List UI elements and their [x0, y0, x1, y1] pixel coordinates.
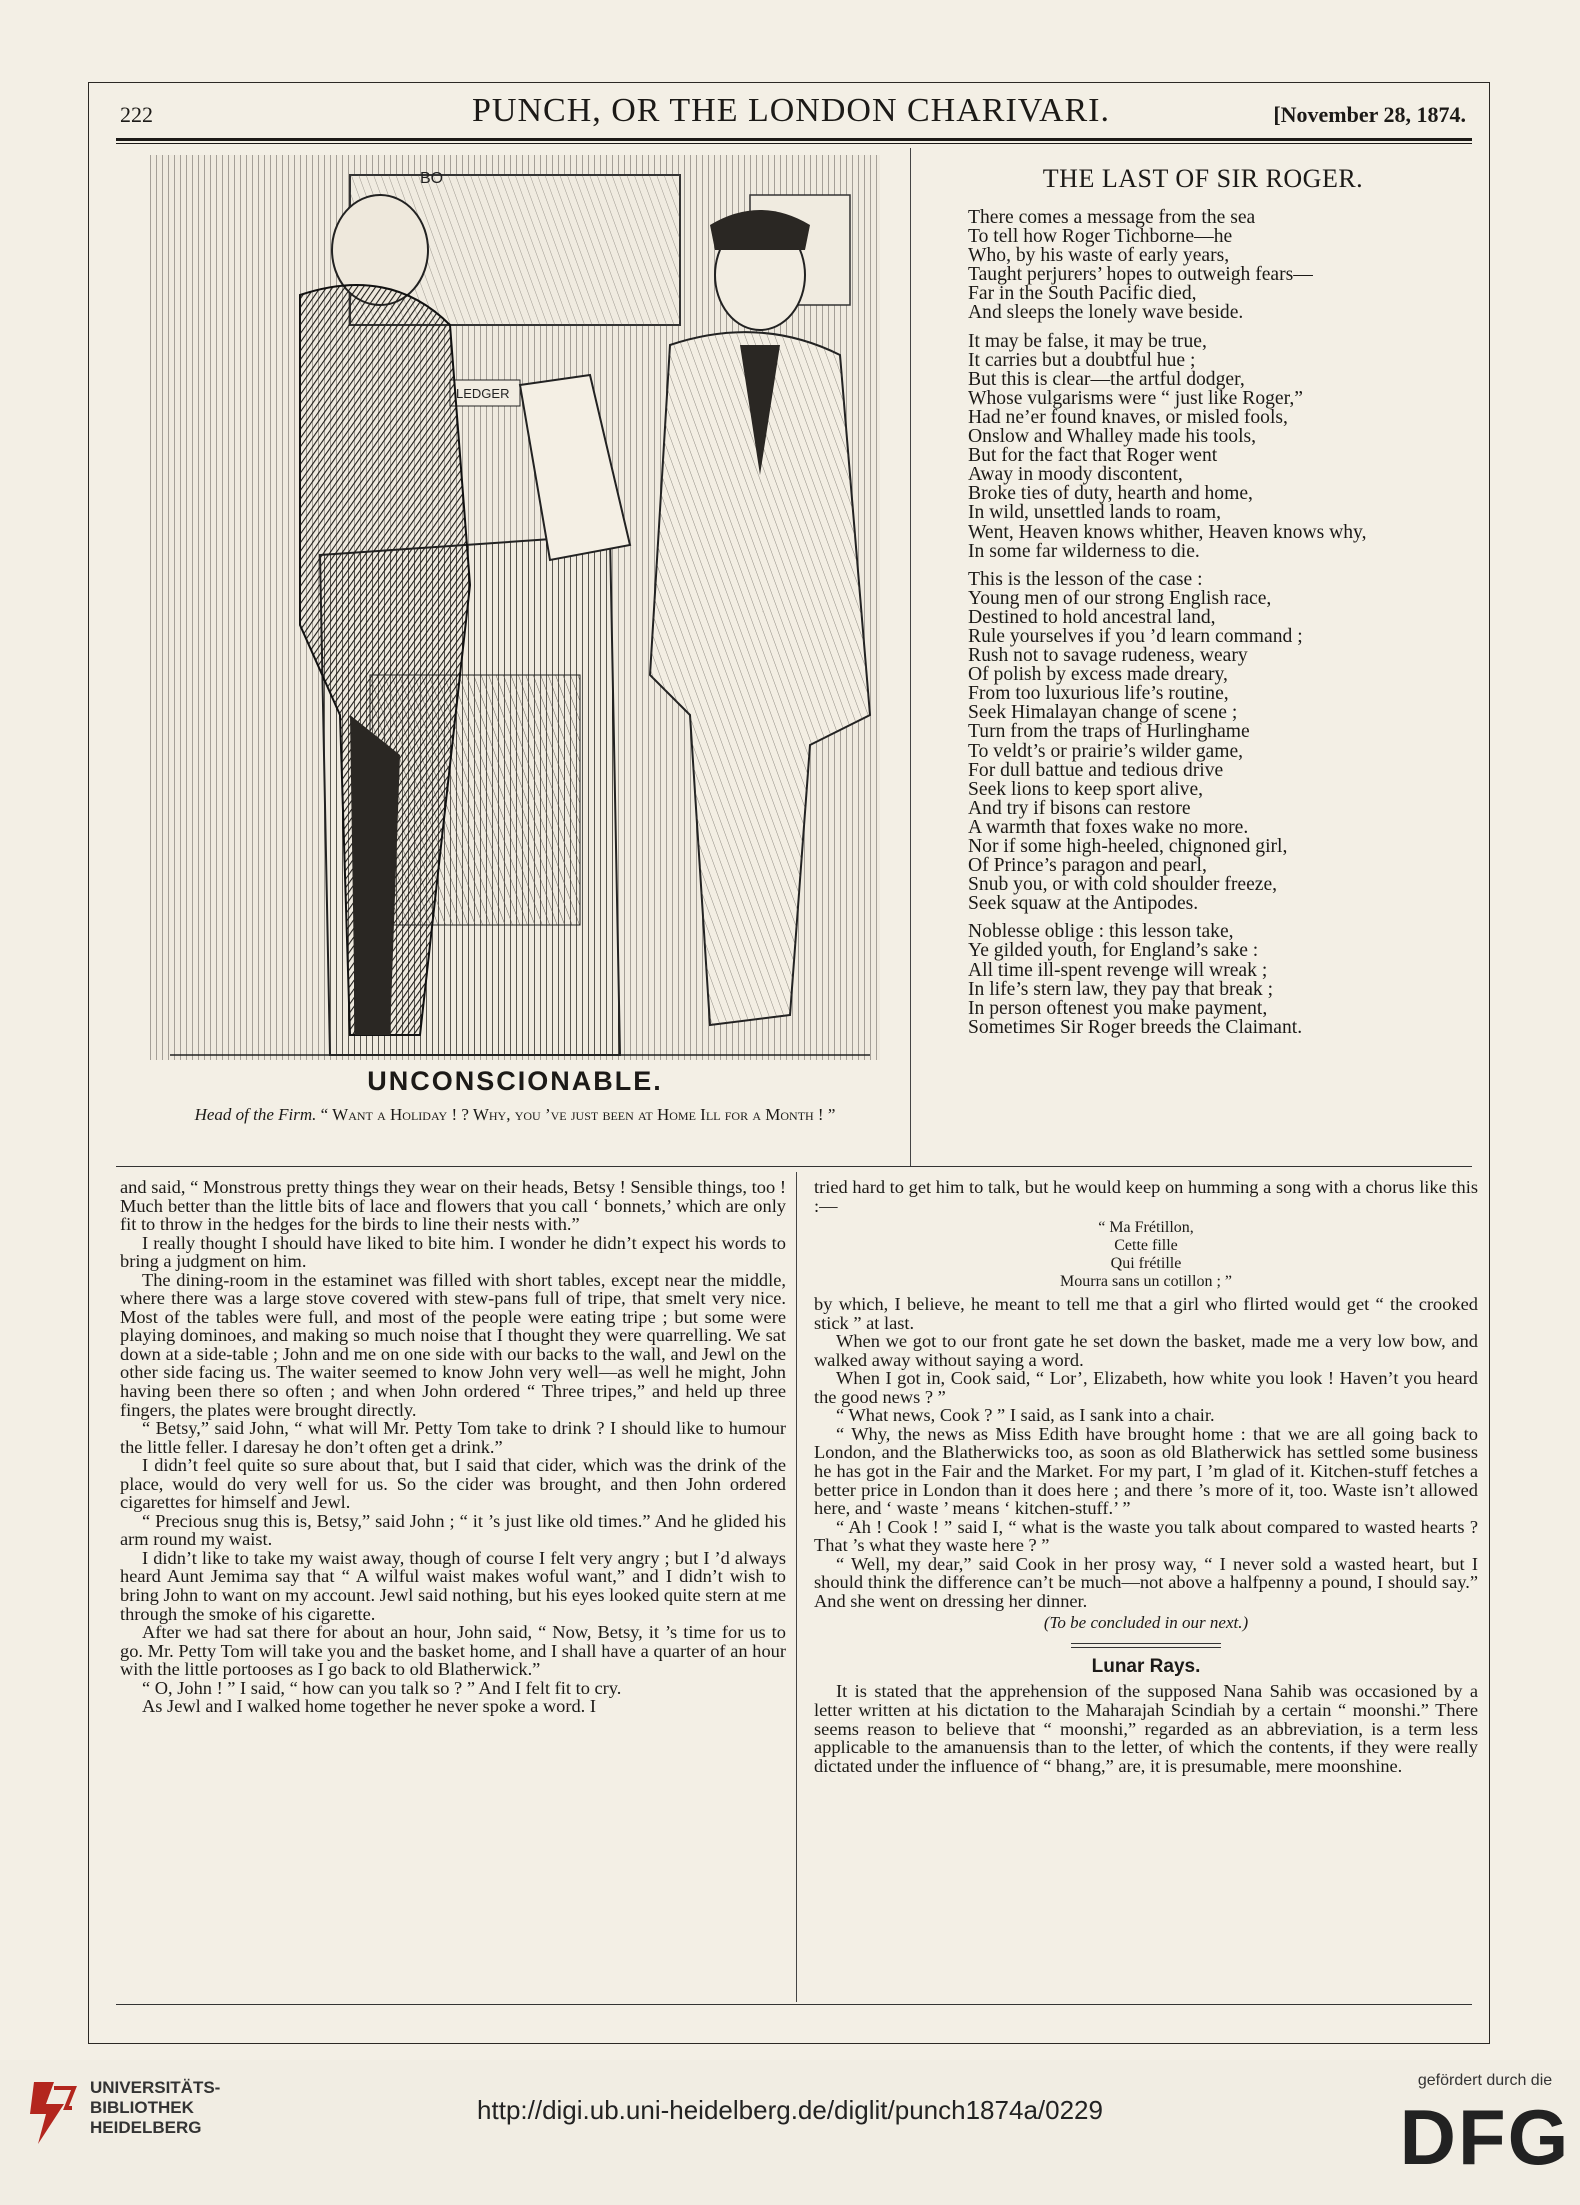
paragraph: “ Well, my dear,” said Cook in her prosy way, “ I never sold a wasted heart, but I should think the difference can’t be much—not above a halfpenny a pound, I should say.” And she went on dressing her dinner. — [814, 1553, 1478, 1611]
bottom-rule — [116, 2004, 1472, 2005]
section-divider — [116, 1166, 1472, 1167]
dfg-logo: DFG — [1399, 2093, 1571, 2181]
paragraph: “ What news, Cook ? ” I said, as I sank into a chair. — [836, 1405, 1215, 1426]
poem-body — [968, 208, 1478, 1046]
story-right-column — [814, 1178, 1478, 1775]
paragraph: “ Ah ! Cook ! ” said I, “ what is the waste you talk about compared to wasted hearts ? That ’s what they waste here ? ” — [814, 1516, 1478, 1556]
header-rule — [116, 138, 1472, 141]
poem-line: Rush not to savage rudeness, weary — [968, 645, 1248, 667]
poem-stanza-1 — [968, 208, 1478, 323]
header-rule-thin — [116, 143, 1472, 144]
masthead: PUNCH, OR THE LONDON CHARIVARI. — [472, 92, 1111, 129]
poem-line: Taught perjurers’ hopes to outweigh fears— — [968, 264, 1313, 286]
poem-line: It carries but a doubtful hue ; — [968, 349, 1196, 371]
song-line: “ Ma Frétillon, — [1098, 1219, 1194, 1237]
viewer-footer — [0, 2060, 1580, 2205]
poem-line: Onslow and Whalley made his tools, — [968, 426, 1257, 448]
poem-line: Went, Heaven knows whither, Heaven knows why, — [968, 521, 1367, 543]
poem-line: Seek Himalayan change of scene ; — [968, 702, 1238, 724]
poem-line: But this is clear—the artful dodger, — [968, 368, 1245, 390]
poem-line: Of Prince’s paragon and pearl, — [968, 855, 1207, 877]
poem-line: Seek squaw at the Antipodes. — [968, 893, 1199, 915]
song-line: Cette fille — [1114, 1237, 1178, 1255]
poem-line: Ye gilded youth, for England’s sake : — [968, 940, 1259, 962]
column-divider-lower — [796, 1172, 797, 2002]
paragraph: As Jewl and I walked home together he never spoke a word. I — [142, 1696, 597, 1717]
paragraph: “ Why, the news as Miss Edith have brought home : that we are all going back to London, and the Blatherwicks too, as soon as old Blatherwick has settled some business he has got in the Fair and the Market. For my part, I ’m glad of it. Kitchen-stuff fetches a better price in London than it does here ; and there ’s more of it, too. Waste isn’t allowed here, and ‘ waste ’ means ‘ kitchen-stuff.’ ” — [814, 1423, 1478, 1519]
poem-line: And try if bisons can restore — [968, 797, 1191, 819]
poem-line: Young men of our strong English race, — [968, 587, 1272, 609]
poem-line: In person oftenest you make payment, — [968, 997, 1268, 1019]
poem-line: Sometimes Sir Roger breeds the Claimant. — [968, 1016, 1303, 1038]
funded-by-label: gefördert durch die — [1417, 2072, 1553, 2089]
cartoon-illustration — [150, 155, 880, 1060]
poem-line: And sleeps the lonely wave beside. — [968, 302, 1244, 324]
poem-line: It may be false, it may be true, — [968, 330, 1207, 352]
double-rule — [1071, 1643, 1221, 1648]
paragraph: “ Precious snug this is, Betsy,” said John ; “ it ’s just like old times.” And he glided his arm round my waist. — [120, 1510, 786, 1550]
university-logo-icon — [24, 2074, 80, 2150]
paragraph: tried hard to get him to talk, but he would keep on humming a song with a chorus like this :— — [814, 1177, 1478, 1216]
paragraph: The dining-room in the estaminet was filled with short tables, except near the middle, where there was a large stove covered with stew-pans full of tripe, that smelt very nice. Most of the tables were full, and most of the people were eating tripe ; but some were playing dominoes, and making so much noise that I thought they were quarrelling. We sat down at a side-table ; John and me on one side with our backs to the wall, and Jewl on the other side facing us. The waiter seemed to know John very well—as well he might, John having been there so often ; and when John ordered “ Three tripes,” and held up three fingers, the plates were brought directly. — [120, 1269, 786, 1420]
poem-line: Seek lions to keep sport alive, — [968, 778, 1204, 800]
poem-line: A warmth that foxes wake no more. — [968, 816, 1249, 838]
song-line: Mourra sans un cotillon ; ” — [1060, 1273, 1232, 1291]
paragraph: After we had sat there for about an hour, John said, “ Now, Betsy, it ’s time for us to go. Mr. Petty Tom will take you and the basket home, and I shall have a quarter of an hour with the little portooses as I go back to old Blatherwick.” — [120, 1622, 786, 1680]
cartoon-title: UNCONSCIONABLE. — [367, 1066, 663, 1096]
poem-line: Away in moody discontent, — [968, 464, 1183, 486]
poem-line: To veldt’s or prairie’s wilder game, — [968, 740, 1244, 762]
song-verse — [814, 1219, 1478, 1291]
poem-stanza-2 — [968, 332, 1478, 561]
library-name: UNIVERSITÄTS- BIBLIOTHEK HEIDELBERG — [90, 2078, 221, 2137]
poem-line: Had ne’er found knaves, or misled fools, — [968, 406, 1288, 428]
paragraph: “ O, John ! ” I said, “ how can you talk so ? ” And I felt fit to cry. — [142, 1677, 622, 1698]
paragraph: When we got to our front gate he set down the basket, made me a very low bow, and walked away without saying a word. — [814, 1331, 1478, 1370]
cartoon-speaker: Head of the Firm. — [194, 1105, 317, 1124]
cartoon-quote: “ Want a Holiday ! ? Why, you ’ve just been at Home Ill for a Month ! ” — [320, 1105, 836, 1124]
board-label: BO — [420, 170, 444, 187]
paragraph: by which, I believe, he meant to tell me that a girl who flirted would get “ the crooked stick ” at last. — [814, 1294, 1478, 1333]
poem-line: Far in the South Pacific died, — [968, 283, 1197, 305]
poem-line: In some far wilderness to die. — [968, 540, 1200, 562]
poem-line: In wild, unsettled lands to roam, — [968, 502, 1222, 524]
poem-line: Destined to hold ancestral land, — [968, 606, 1216, 628]
poem-line: This is the lesson of the case : — [968, 568, 1203, 590]
column-divider — [910, 148, 911, 1166]
paragraph: I didn’t feel quite so sure about that, but I said that cider, which was the drink of the place, would do very well for us. So the cider was brought, and then John ordered cigarettes for himself and Jewl. — [120, 1455, 786, 1513]
poem-line: All time ill-spent revenge will wreak ; — [968, 959, 1268, 981]
poem-line: In life’s stern law, they pay that break ; — [968, 978, 1274, 1000]
poem-line: For dull battue and tedious drive — [968, 759, 1224, 781]
poem-line: But for the fact that Roger went — [968, 445, 1218, 467]
poem-line: Whose vulgarisms were “ just like Roger,” — [968, 387, 1303, 409]
paragraph: I didn’t like to take my waist away, though of course I felt very angry ; but I ’d always heard Aunt Jemima say that “ A wilful waist makes woful want,” and I didn’t wish to bring John to want on my account. Jewl said nothing, but his eyes looked quite stern at me through the smoke of his cigarette. — [120, 1547, 786, 1624]
poem-stanza-3 — [968, 570, 1478, 914]
issue-date: [November 28, 1874. — [1273, 102, 1466, 127]
poem-title: THE LAST OF SIR ROGER. — [1042, 164, 1364, 193]
paragraph: It is stated that the apprehension of the supposed Nana Sahib was occasioned by a letter written at his dictation to the Maharajah Scindiah by a certain “ moonshi.” There seems reason to believe that “ moonshi,” regarded as an abbreviation, is a term less applicable to the amanuensis than to the letter, of which the contents, if they were really dictated under the influence of “ bhang,” are, it is presumable, mere moonshine. — [814, 1681, 1478, 1776]
poem-line: Of polish by excess made dreary, — [968, 664, 1228, 686]
to-be-concluded: (To be concluded in our next.) — [1043, 1613, 1249, 1633]
poem-line: Snub you, or with cold shoulder freeze, — [968, 874, 1278, 896]
poem-line: Who, by his waste of early years, — [968, 245, 1230, 267]
cartoon-caption — [120, 1104, 910, 1126]
song-line: Qui frétille — [1110, 1255, 1182, 1273]
page-header — [120, 92, 1480, 136]
ledger-label: LEDGER — [456, 386, 510, 401]
paragraph: “ Betsy,” said John, “ what will Mr. Petty Tom take to drink ? I should like to humour the little feller. I daresay he don’t often get a drink.” — [120, 1418, 786, 1457]
poem-line: Broke ties of duty, hearth and home, — [968, 483, 1253, 505]
paragraph: I really thought I should have liked to bite him. I wonder he didn’t expect his words to bring a judgment on him. — [120, 1232, 786, 1272]
page-number: 222 — [120, 102, 153, 127]
lunar-rays-title: Lunar Rays. — [1091, 1655, 1201, 1677]
story-left-column — [120, 1178, 786, 1716]
poem-stanza-4 — [968, 922, 1478, 1037]
paragraph: When I got in, Cook said, “ Lor’, Elizabeth, how white you look ! Haven’t you heard the good news ? ” — [814, 1368, 1478, 1407]
poem-line: Turn from the traps of Hurlinghame — [968, 721, 1250, 743]
poem-line: To tell how Roger Tichborne—he — [968, 226, 1233, 248]
poem-line: Nor if some high-heeled, chignoned girl, — [968, 836, 1288, 857]
paragraph: and said, “ Monstrous pretty things they wear on their heads, Betsy ! Sensible things, too ! Much better than the little bits of lace and flowers that you call ‘ bonnets,’ which are only fit to throw in the hedges for the birds to line their nests with.” — [120, 1177, 786, 1235]
poem-line: Noblesse oblige : this lesson take, — [968, 921, 1234, 943]
permalink[interactable]: http://digi.ub.uni-heidelberg.de/diglit/punch1874a/0229 — [477, 2095, 1103, 2125]
poem-line: Rule yourselves if you ’d learn command ; — [968, 625, 1303, 647]
poem-line: There comes a message from the sea — [968, 207, 1256, 228]
poem-line: From too luxurious life’s routine, — [968, 683, 1229, 705]
